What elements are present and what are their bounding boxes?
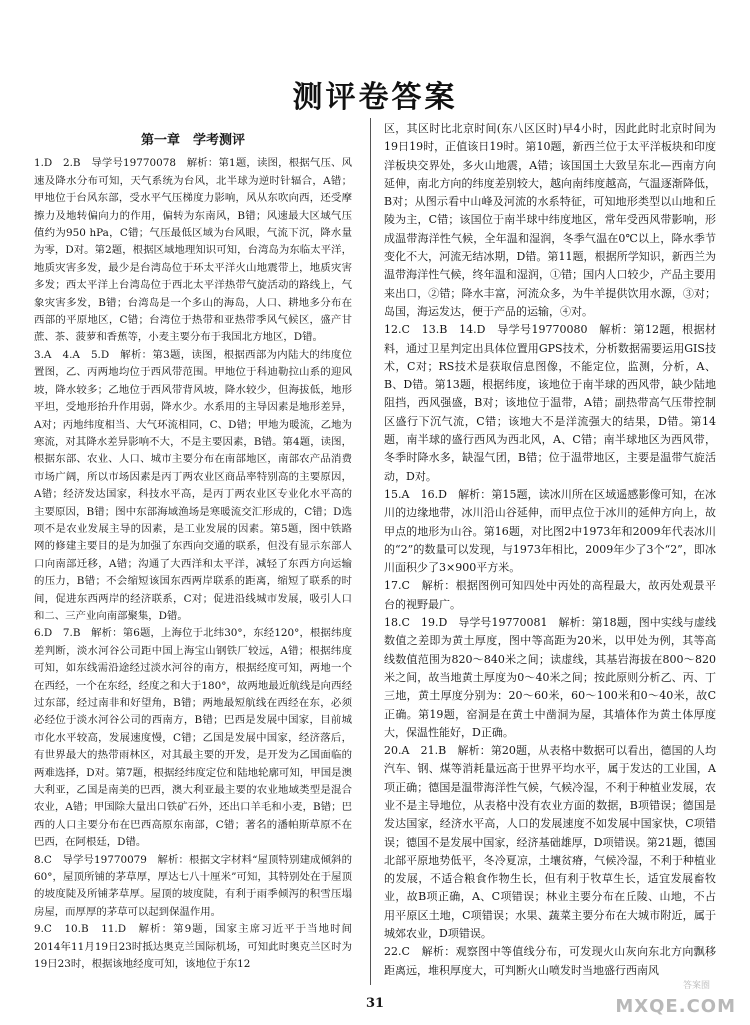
answer-paragraph: 17.C 解析：根据图例可知四处中丙处的高程最大，故丙处观景平台的视野最广。 (384, 579, 716, 611)
answer-paragraph: 12.C 13.B 14.D 导学号19770080 解析：第12题，根据材料，通过卫星判定出具体位置用GPS技术，分析数据需要运用GIS技术，C对；RS技术是获取信息图像，不能定位，监测，分析，A、B、D错。第13题，根据纬度，该地位于南半球的西风带，缺少陆地阻挡，西风强盛，B对；该地位于温带，A错；副热带高气压带控制区盛行下沉气流，C错；该地大不是洋流强大的结果，D错。第14题，南半球的盛行西风为西北风，A、C错；南半球地区为西风带，冬季时降水多，缺湿气团，B错；位于温带地区，主要是温带气旋活动，D对。 (384, 323, 716, 483)
answer-paragraph: 9.C 10.B 11.D 解析：第9题，国家主席习近平于当地时间2014年11月19日23时抵达奥克兰国际机场，可知此时奥克兰区时为19日23时，根据该地经度可知，该地位于东12 (34, 923, 352, 971)
column-divider (370, 118, 371, 985)
answer-paragraph: 6.D 7.B 解析：第6题，上海位于北纬30°，东经120°，根据纬度差判断，淡水河谷公司距中国上海宝山钢铁厂较远，A错；根据纬度可知，如东线需沿途经过淡水河谷的南方，根据经度可知，两地一个在西经，一个在东经，经度之和大于180°，故两地最近航线是向西经过东部，经过南非和好望角，B错；两地最短航线在西经在东，必须必经位于淡水河谷公司的西南方，B错；巴西是发展中国家，目前城市化水平较高，发展速度慢，C错；乙国是发展中国家，经济落后，有世界最大的热带雨林区，对其最主要的开发，是开发为乙国面临的两难选择，D对。第7题，根据经纬度定位和陆地轮廓可知，甲国是澳大利亚，乙国是南美的巴西，澳大利亚最主要的农业地域类型是混合农业，A错；甲国除大量出口铁矿石外，还出口羊毛和小麦，B错；巴西的人口主要分布在巴西高原东南部，C错；著名的潘帕斯草原不在巴西，在阿根廷，D错。 (34, 627, 352, 849)
left-column (34, 122, 352, 974)
answer-paragraph: 18.C 19.D 导学号19770081 解析：第18题，图中实线与虚线数值之差即为黄土厚度，图中等高距为20米，以甲处为例，其等高线数值范围为820～840米之间；读虚线，其基岩海拔在800～820米之间，故当地黄土厚度为0～40米之间；按此原则分析乙、丙、丁三地，黄土厚度分别为：20～60米，60～100米和0～40米，故C正确。第19题，窑洞是在黄土中凿洞为屋，其墙体作为黄土体厚度大，保温性能好，D正确。 (384, 616, 716, 739)
watermark-subtext: 答案圈 (682, 981, 710, 991)
answer-paragraph: 20.A 21.B 解析：第20题，从表格中数据可以看出，德国的人均汽车、钢、煤等消耗量远高于世界平均水平，属于发达的工业国，A项正确；德国是温带海洋性气候，气候冷湿，不利于种植业发展，农业不是主导地位，从表格中没有农业方面的数据，B项错误；德国是发达国家，经济水平高，人口的发展速度不如发展中国家快，C项错误；德国不是发展中国家，经济基础雄厚，D项错误。第21题，德国北部平原地势低平，冬冷夏凉，土壤贫瘠，气候冷湿，不利于种植业的发展，不适合粮食作物生长，但有利于牧草生长，适宜发展畜牧业，故B项正确，A、C项错误；林业主要分布在丘陵、山地，不占用平原区土地，C项错误；水果、蔬菜主要分布在大城市附近，属于城郊农业，D项错误。 (384, 744, 716, 941)
answer-paragraph: 3.A 4.A 5.D 解析：第3题，读图，根据西部为内陆大的纬度位置图，乙、丙两地均位于西风带范围。甲地位于科迪勒拉山系的迎风坡，降水较多；乙地位于西风带背风坡，降水较少，但海拔低，地形平坦，受地形抬升作用弱，降水少。水系用的主导因素是地形差异，A对；丙地纬度相当、大气环流相同，C、D错；甲地为暖流，乙地为寒流，对其降水差异影响不大，不是主要因素，B错。第4题，读图，根据东部、农业、人口、城市主要分布在南部地区，南部农产品消费市场广阔，所以市场因素是丙丁两农业区商品率特别高的主要原因，A错；经济发达国家，科技水平高，是丙丁两农业区专业化水平高的主要原因，B错；图中东部海域渔场是寒暖流交汇形成的，C错；D选项不是农业发展主导的因素，是工业发展的因素。第5题，图中铁路网的修建主要目的是为加强了东西向交通的联系，但没有显示东部人口向南部迁移，A错；沟通了大西洋和太平洋，减轻了东西方向运输的压力，B错；不会缩短该国东西两岸联系的距离，缩短了联系的时间，促进东西两岸的经济联系，C对；促进沿线城市发展，吸引人口和二、三产业向南部聚集，D错。 (34, 348, 352, 622)
answer-paragraph: 1.D 2.B 导学号19770078 解析：第1题，读图，根据气压、风速及降水分布可知，天气系统为台风，北半球为逆时针辐合，A错；甲地位于台风东部，受水平气压梯度力影响，风从东吹向西，还受摩擦力及地转偏向力的作用，偏转为东南风，B错；风速最大区域气压值约为950 hPa，C错；气压最低区域为台风眼，气流下沉，降水量为零，D对。第2题，根据区域地理知识可知，台湾岛为东临太平洋，地质灾害多发，最少是台湾岛位于环太平洋火山地震带上，地质灾害多发；西太平洋上台湾岛位于西北太平洋热带气旋活动的路线上，气象灾害多发，B错；台湾岛是一个多山的海岛，人口、耕地多分布在西部的平原地区，C错；台湾位于热带和亚热带季风气候区，盛产甘蔗、茶、菠萝和香蕉等，小麦主要分布于我国北方地区，D错。 (34, 157, 352, 344)
watermark-logo: MXQE.COM (615, 996, 736, 1017)
chapter-heading: 第一章 学考测评 (140, 133, 245, 148)
page-number: 31 (365, 996, 385, 1011)
answer-paragraph: 15.A 16.D 解析：第15题，读冰川所在区域遥感影像可知，在冰川的边缘地带，冰川沿山谷延伸，而甲点位于冰川的延伸方向上，故甲点的地形为山谷。第16题，对比图2中1973年和2009年代表冰川的“2”的数量可以发现，与1973年相比，2009年少了3个“2”，即冰川面积少了3×900平方米。 (384, 487, 716, 575)
answer-paragraph: 8.C 导学号19770079 解析：根据文字材料“屋顶特别建成倾斜的60°，屋顶所铺的茅草厚，厚达七八十厘米”可知，其特别处在于屋顶的坡度陡及所铺茅草厚。屋顶的坡度陡，有利于雨季倾泻的积雪压塌房屋，而厚厚的茅草可以起到保温作用。 (34, 853, 352, 918)
answer-paragraph: 22.C 解析：观察图中等值线分布，可发现火山灰向东北方向飘移距离远，堆积厚度大，可判断火山喷发时当地盛行西南风 (384, 945, 716, 977)
answer-paragraph: 区，其区时比北京时间(东八区区时)早4小时，因此此时北京时间为19日19时，正值该日19时。第10题，新西兰位于太平洋板块和印度洋板块交界处，多火山地震，A错；该国国土大致呈东北—西南方向延伸，南北方向的纬度差别较大，越向南纬度越高，气温逐渐降低，B对；从图示看中山峰及河流的水系特征，可知地形类型以山地和丘陵为主，C错；该国位于南半球中纬度地区，常年受西风带影响，形成温带海洋性气候，全年温和湿润，冬季气温在0℃以上，降水季节变化不大，河流无结冰期，D错。第11题，根据所学知识，新西兰为温带海洋性气候，终年温和湿润，①错；国内人口较少，产品主要用来出口，②错；降水丰富，河流众多，为牛羊提供饮用水源，③对；岛国，海运发达，便于产品的运输，④对。 (384, 122, 716, 318)
page-title: 测评卷答案 (292, 80, 458, 115)
right-column (384, 120, 716, 980)
